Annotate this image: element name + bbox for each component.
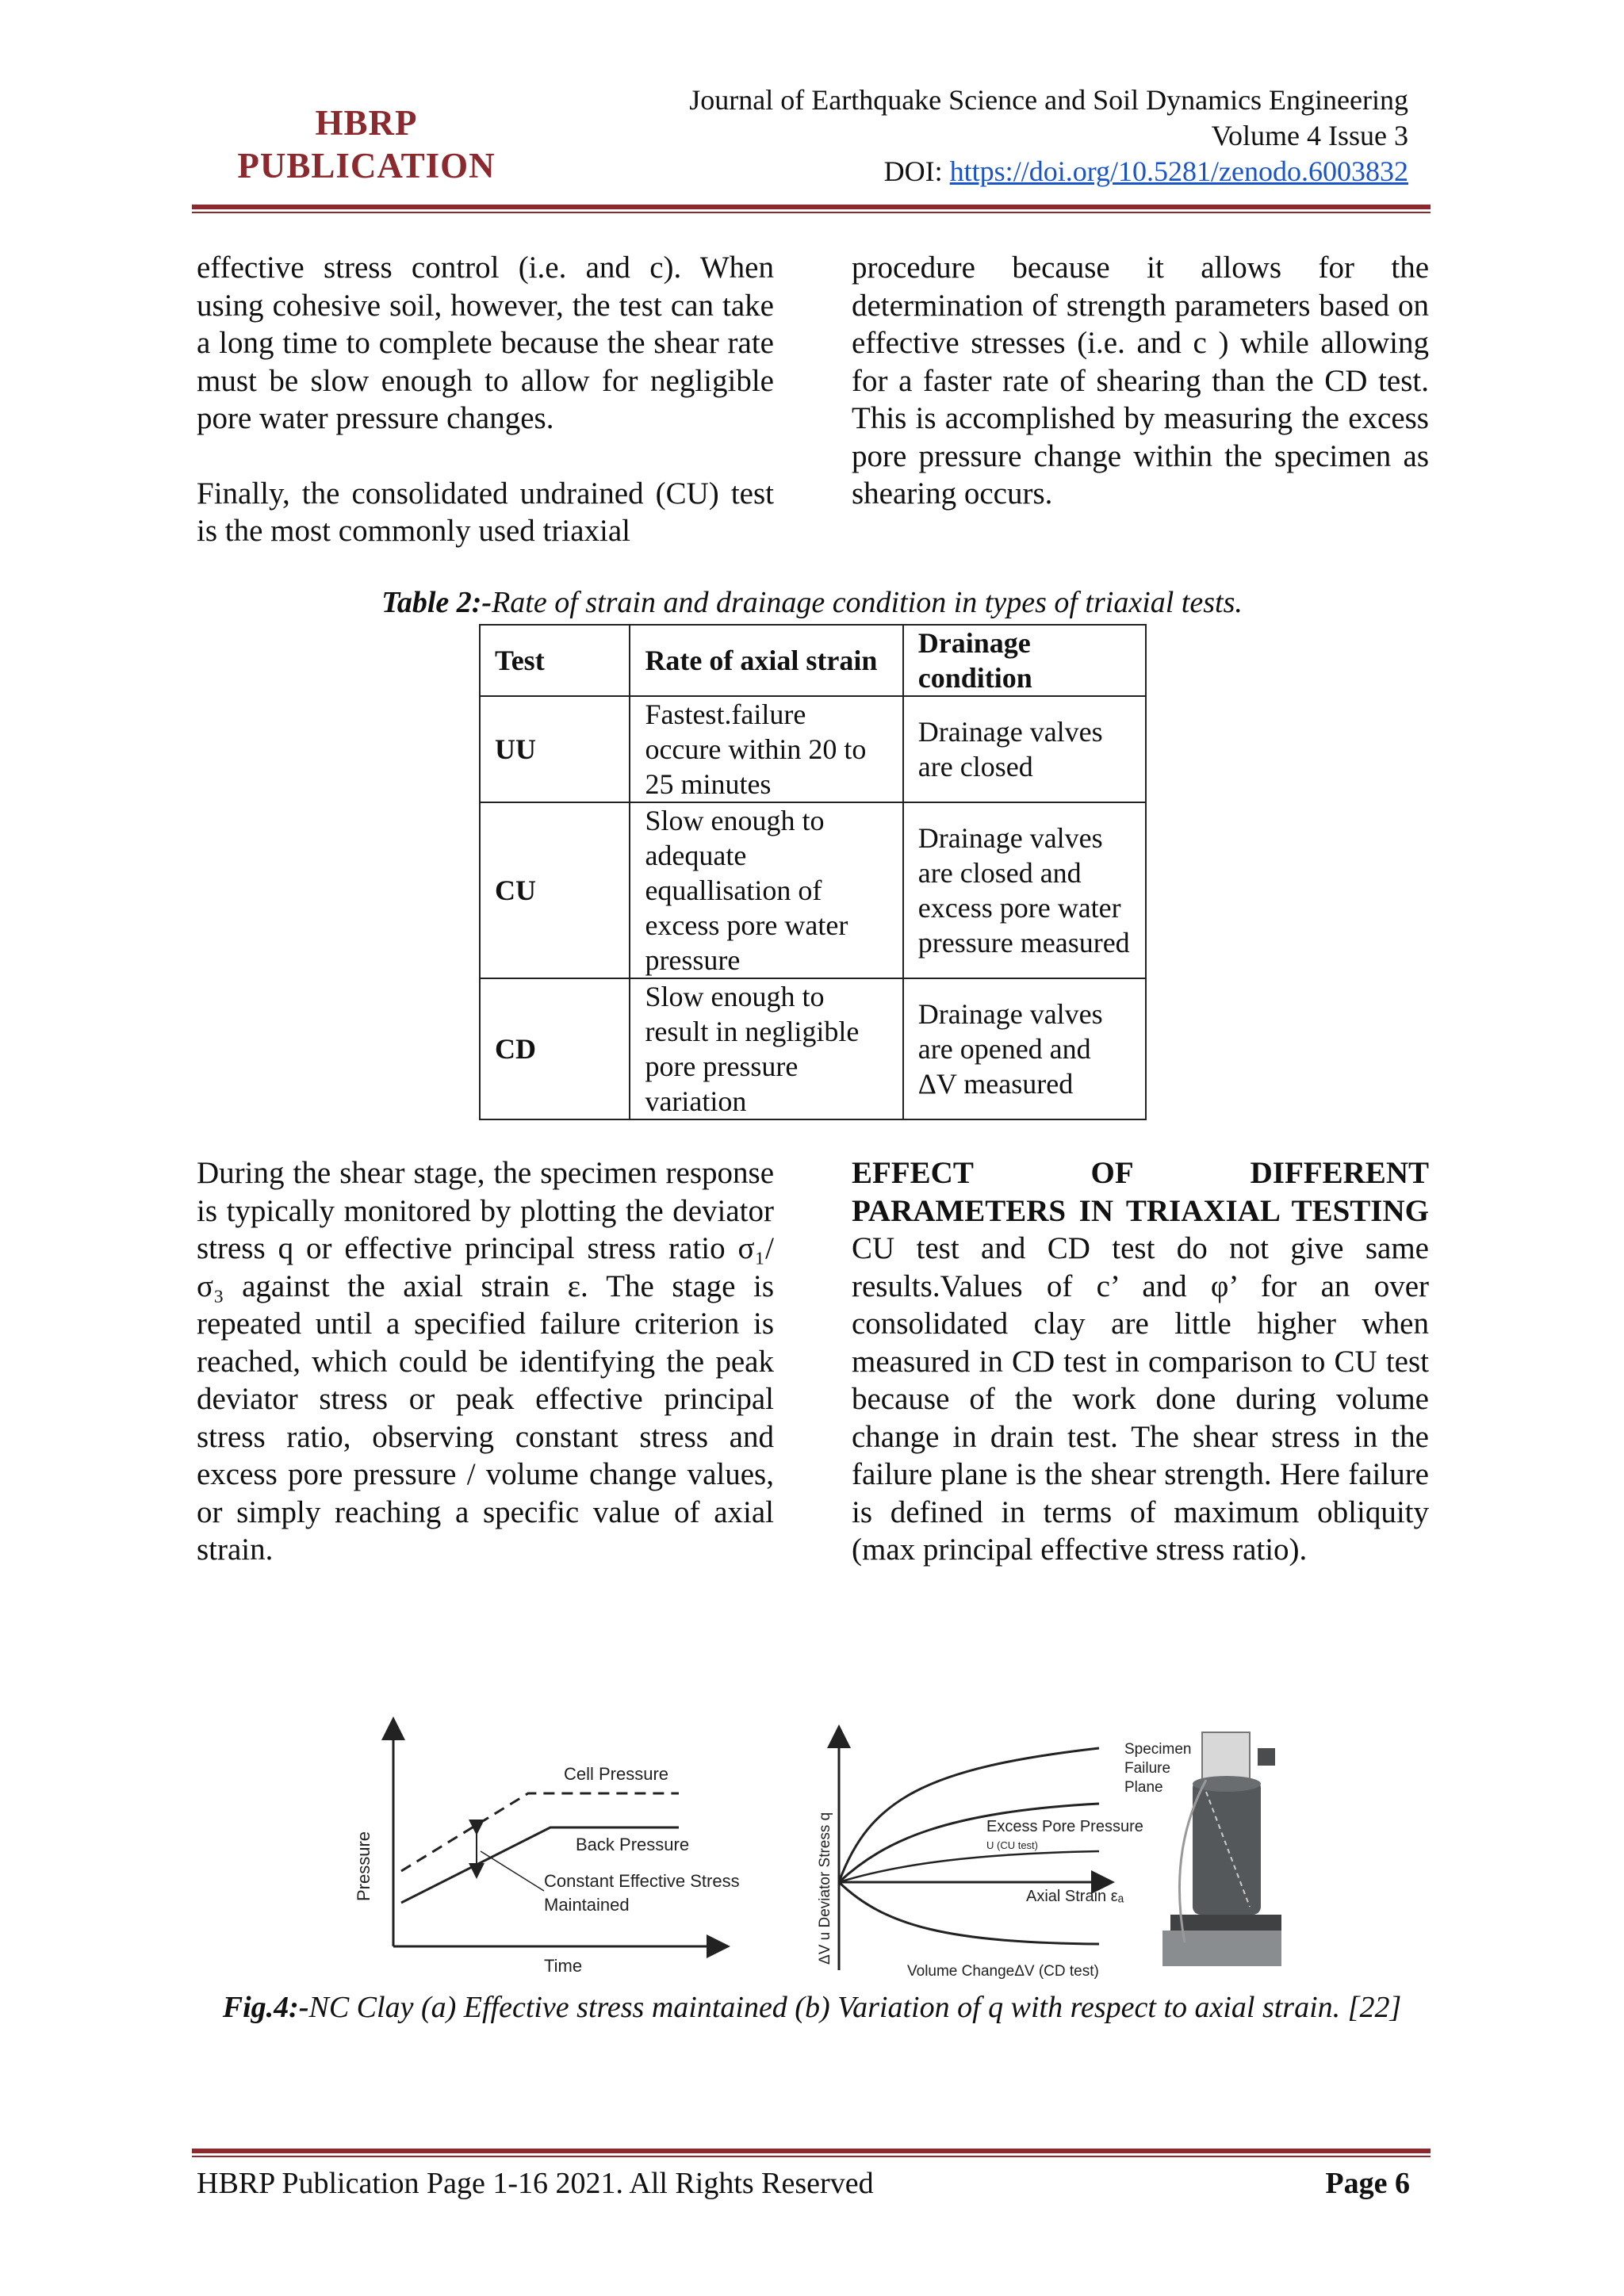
back-pressure-text: Back Pressure (576, 1835, 690, 1854)
test-cell: CD (480, 978, 630, 1119)
table-caption-label: Table 2:- (381, 586, 492, 619)
deviator-curve-2 (839, 1804, 1099, 1882)
figure-caption (197, 1990, 1427, 2025)
doi-link[interactable]: https://doi.org/10.5281/zenodo.6003832 (949, 155, 1408, 187)
paragraph: procedure because it allows for the determination of strength parameters based on effective stresses (i.e. and c ) while allowing for a faster rate of shearing than the CD test. This is accomplished by measuring the excess pore pressure change within the specimen as shearing occurs. (852, 251, 1429, 511)
time-label: Time (544, 1956, 583, 1976)
journal-doi (689, 154, 1408, 189)
drainage-cell: Drainage valves are closed and excess pore water pressure measured (903, 802, 1146, 978)
header-cell: Rate of axial strain (630, 625, 902, 696)
table-caption-text: Rate of strain and drainage condition in types of triaxial tests. (492, 586, 1243, 619)
rate-cell: Fastest.failure occure within 20 to 25 minutes (630, 696, 902, 802)
test-cell: CU (480, 802, 630, 978)
figure-caption-label: Fig.4:- (222, 1991, 309, 2024)
table-row (480, 802, 1146, 978)
figure-panel-b (817, 1736, 1192, 1980)
specimen-photo (1162, 1732, 1281, 1966)
journal-volume: Volume 4 Issue 3 (1211, 120, 1408, 151)
excess-pore-subtext: U (CU test) (986, 1839, 1038, 1851)
specimen-text-2: Failure (1124, 1760, 1171, 1777)
drainage-cell: Drainage valves are closed (903, 696, 1146, 802)
table-row (480, 696, 1146, 802)
paragraph: Finally, the consolidated undrained (CU) test is the most commonly used triaxial (197, 476, 774, 548)
top-left-column (197, 249, 774, 550)
annotation-leader (481, 1851, 544, 1891)
table-header-row (480, 625, 1146, 696)
bottom-right-column (852, 1154, 1429, 1569)
logo-line-2: PUBLICATION (237, 146, 496, 186)
rate-cell: Slow enough to adequate equallisation of excess pore water pressure (630, 802, 902, 978)
page-footer (197, 2163, 1410, 2204)
constant-stress-text-2: Maintained (544, 1895, 630, 1915)
rate-cell: Slow enough to result in negligible pore pressure variation (630, 978, 902, 1119)
top-right-column (852, 249, 1429, 513)
cell-pressure-text: Cell Pressure (564, 1764, 669, 1784)
footer-rule (192, 2149, 1431, 2153)
deviator-curve-1 (839, 1748, 1099, 1882)
figure-panel-a (354, 1728, 740, 1976)
bottom-left-column (197, 1154, 774, 1569)
constant-stress-text-1: Constant Effective Stress (544, 1871, 740, 1891)
figure-4 (346, 1705, 1281, 1982)
journal-header (689, 82, 1408, 189)
paragraph: During the shear stage, the specimen response is typically monitored by plotting the deviator stress q or effective principal stress ratio σ₁/ σ₃ against the axial strain ε. The stage is repeated until a specified failure criterion is reached, which could be identifying the peak deviator stress or peak effective principal stress ratio, observing constant stress and excess pore pressure / volume change values, or simply reaching a specific value of axial strain. (197, 1156, 774, 1567)
drainage-cell: Drainage valves are opened and ΔV measured (903, 978, 1146, 1119)
pressure-label: Pressure (354, 1831, 373, 1901)
excess-pore-text: Excess Pore Pressure (986, 1818, 1143, 1835)
specimen-text-1: Specimen (1124, 1741, 1192, 1758)
header-cell: Drainage condition (903, 625, 1146, 696)
footer-rule-thin (192, 2156, 1431, 2157)
paragraph: CU test and CD test do not give same results.Values of c’ and φ’ for an over consolidated clay are little higher when measured in CD test in comparison to CU test because of the work done during volume change in drain test. The shear stress in the failure plane is the shear strength. Here failure is defined in terms of maximum obliquity (max principal effective stress ratio). (852, 1231, 1429, 1567)
deviator-label: ΔV u Deviator Stress q (817, 1812, 833, 1965)
header-cell: Test (480, 625, 630, 696)
section-heading: EFFECT OF DIFFERENT PARAMETERS IN TRIAXIAL TESTING (852, 1156, 1429, 1228)
test-cell: UU (480, 696, 630, 802)
axial-strain-text: Axial Strain εₐ (1026, 1888, 1124, 1905)
header-rule (192, 205, 1431, 209)
journal-title: Journal of Earthquake Science and Soil Dynamics Engineering (689, 84, 1408, 116)
specimen-text-3: Plane (1124, 1779, 1163, 1796)
table-caption (197, 585, 1427, 620)
footer-copyright: HBRP Publication Page 1-16 2021. All Rights Reserved (197, 2167, 874, 2200)
logo-line-1: HBRP (315, 103, 418, 143)
pore-pressure-curve (839, 1851, 1099, 1882)
figure-caption-text: NC Clay (a) Effective stress maintained (b) Variation of q with respect to axial strain. [22] (308, 1991, 1402, 2024)
publisher-logo (216, 101, 517, 187)
paragraph: effective stress control (i.e. and c). When using cohesive soil, however, the test can take a long time to complete because the shear rate must be slow enough to allow for negligible pore water pressure changes. (197, 251, 774, 435)
page-number: Page 6 (1325, 2167, 1410, 2200)
volume-change-text: Volume ChangeΔV (CD test) (907, 1963, 1099, 1980)
doi-label: DOI: (883, 155, 950, 187)
triaxial-table (479, 624, 1147, 1120)
table-row (480, 978, 1146, 1119)
header-rule-thin (192, 212, 1431, 213)
